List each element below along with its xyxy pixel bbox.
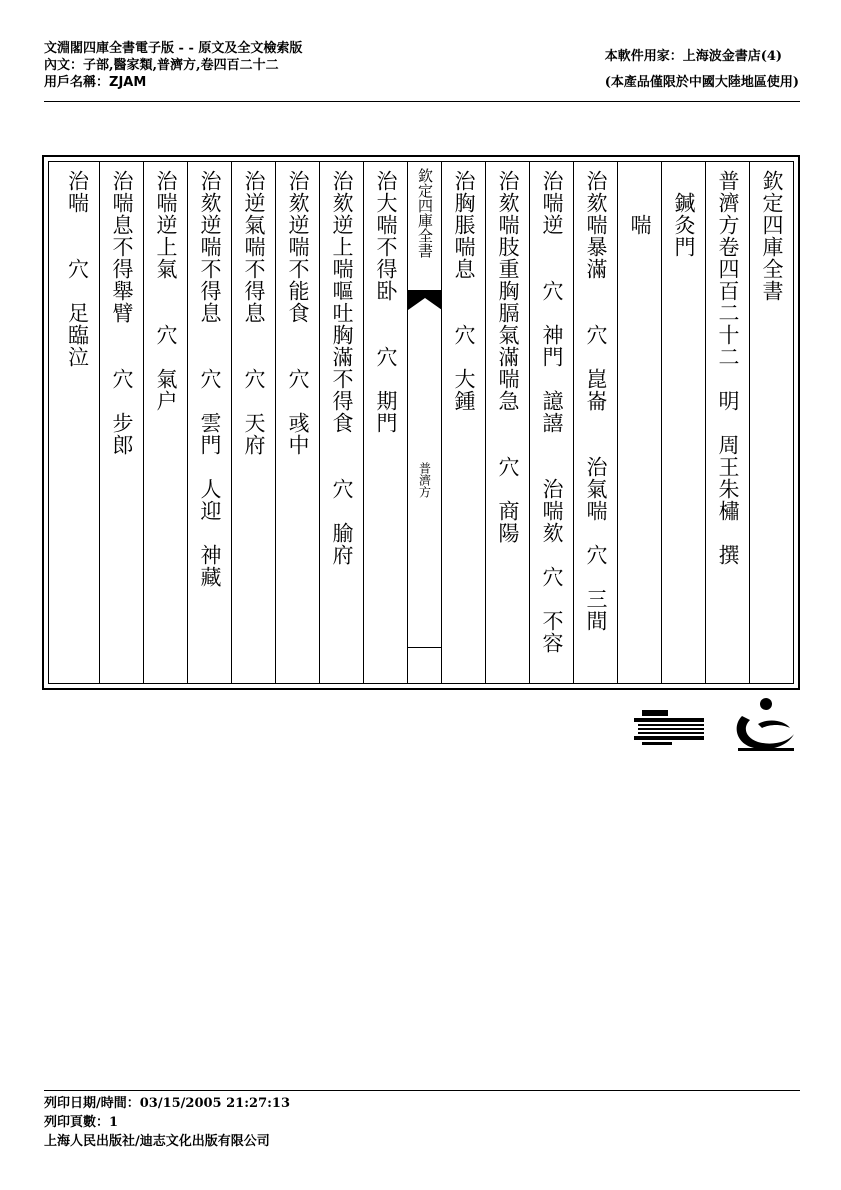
header-left: [44, 40, 302, 91]
book-page-columns: [48, 161, 794, 684]
text-column: [187, 162, 231, 683]
footer-divider: [44, 1090, 800, 1091]
publisher-bars-logo-icon: [634, 708, 706, 746]
text-column: [231, 162, 275, 683]
column-text: 欽定四庫全書: [760, 170, 784, 302]
text-column: [99, 162, 143, 683]
column-text: 治欬逆上喘嘔吐胸滿不得食 穴 腧府: [330, 170, 354, 566]
column-text: 治欬喘暴滿 穴 崑崙 治氣喘 穴 三間: [584, 170, 608, 632]
book-page-frame: [42, 155, 800, 690]
print-datetime: 列印日期/時間：03/15/2005 21:27:13: [44, 1096, 291, 1111]
licensee-line: 本軟件用家：上海波金書店(4): [604, 49, 783, 64]
user-label: 用戶名稱：: [44, 75, 110, 90]
text-column: [275, 162, 319, 683]
edition-title: 文淵閣四庫全書電子版 - - 原文及全文檢索版: [44, 41, 303, 56]
banner-title: 欽定四庫全書: [416, 168, 434, 258]
text-column: [485, 162, 529, 683]
header-right: [605, 44, 799, 96]
column-text: 治欬逆喘不能食 穴 彧中: [286, 170, 310, 456]
content-path: 內文：子部,醫家類,普濟方,卷四百二十二: [44, 58, 279, 73]
column-text: 治喘逆 穴 神門 譩譆 治喘欬 穴 不容: [540, 170, 564, 654]
text-column: [529, 162, 573, 683]
text-column: [441, 162, 485, 683]
text-column: [143, 162, 187, 683]
text-column: [55, 162, 99, 683]
text-column: [705, 162, 749, 683]
column-text: 治逆氣喘不得息 穴 天府: [242, 170, 266, 456]
fishtail-mark-icon: [408, 290, 442, 310]
column-text: 喘: [628, 170, 652, 236]
text-column: [363, 162, 407, 683]
column-text: 治大喘不得卧 穴 期門: [374, 170, 398, 434]
column-text: 治喘逆上氣 穴 氣户: [154, 170, 178, 412]
column-text: 普濟方卷四百二十二 明 周王朱橚 撰: [716, 170, 740, 566]
banner-divider: [408, 647, 441, 648]
text-column: [617, 162, 661, 683]
print-page-count: 列印頁數：1: [44, 1115, 119, 1130]
banner-book-title: 普濟方: [417, 462, 432, 498]
publisher-seal-logo-icon: [728, 696, 798, 754]
user-name: ZJAM: [109, 75, 147, 90]
header-divider: [44, 101, 800, 102]
text-column: [661, 162, 705, 683]
column-text: 鍼灸門: [672, 170, 696, 258]
column-text: 治喘 穴 足臨泣: [65, 170, 90, 368]
footer: [44, 1094, 290, 1151]
text-column: [749, 162, 793, 683]
publisher-line: 上海人民出版社/迪志文化出版有限公司: [44, 1134, 270, 1149]
text-column: [573, 162, 617, 683]
region-notice: (本產品僅限於中國大陸地區使用): [604, 75, 799, 90]
column-text: 治欬逆喘不得息 穴 雲門 人迎 神藏: [198, 170, 222, 588]
center-banner: [407, 162, 441, 683]
user-line: [44, 74, 302, 91]
column-text: 治喘息不得舉臂 穴 步郎: [110, 170, 134, 456]
column-text: 治胸脹喘息 穴 大鍾: [452, 170, 476, 412]
text-column: [319, 162, 363, 683]
column-text: 治欬喘肢重胸膈氣滿喘急 穴 商陽: [496, 170, 520, 544]
